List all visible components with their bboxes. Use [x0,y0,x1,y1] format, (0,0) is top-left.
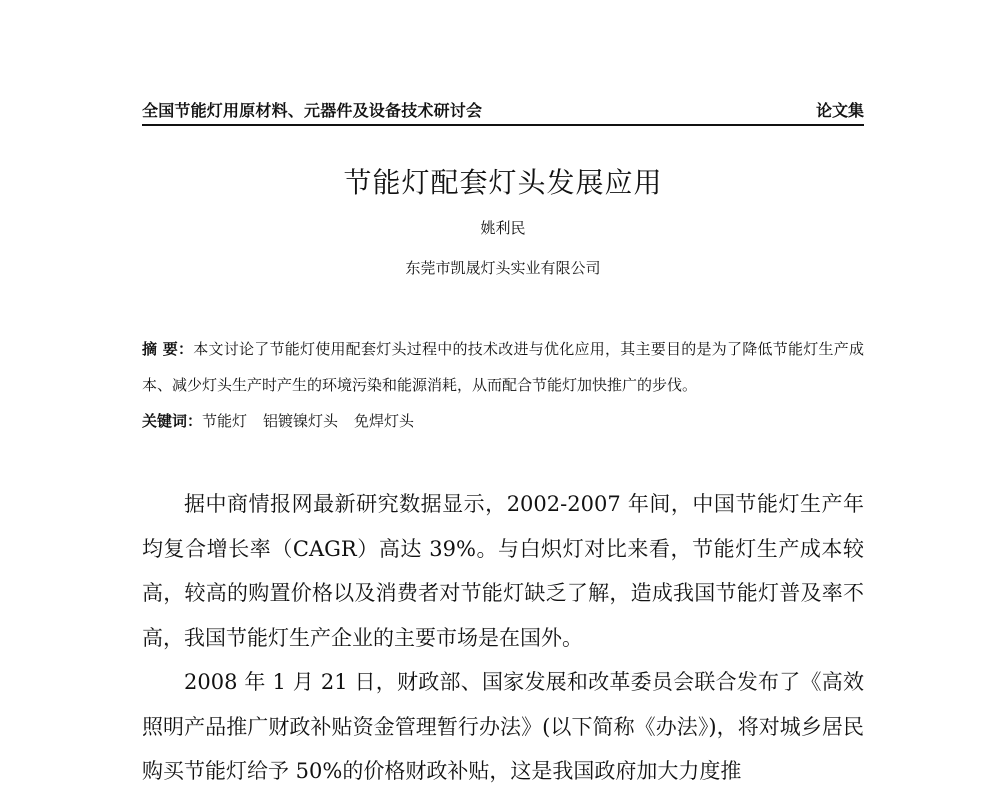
keyword: 免焊灯头 [354,412,415,430]
paper-title: 节能灯配套灯头发展应用 [343,166,663,199]
keywords-label: 关键词： [142,412,203,430]
body-text [142,482,864,794]
author-affiliation: 东莞市凯晟灯头实业有限公司 [405,259,601,277]
abstract-text: 本文讨论了节能灯使用配套灯头过程中的技术改进与优化应用，其主要目的是为了降低节能灯生产成本、减少灯头生产时产生的环境污染和能源消耗，从而配合节能灯加快推广的步伐。 [142,340,864,394]
keyword: 铝镀镍灯头 [263,412,339,430]
abstract-label: 摘 要： [142,340,194,358]
paper-author: 姚利民 [480,219,526,237]
header-collection-label: 论文集 [815,101,864,120]
keyword: 节能灯 [202,412,248,430]
header-conference-title: 全国节能灯用原材料、元器件及设备技术研讨会 [142,101,483,120]
body-paragraph: 据中商情报网最新研究数据显示，2002-2007 年间，中国节能灯生产年均复合增长率（CAGR）高达 39%。与白炽灯对比来看，节能灯生产成本较高，较高的购置价格以及消费者对节能灯缺乏了解，造成我国节能灯普及率不高，我国节能灯生产企业的主要市场是在国外。 [142,492,864,650]
running-header [142,100,864,126]
header-rule [142,124,864,126]
body-paragraph: 2008 年 1 月 21 日，财政部、国家发展和改革委员会联合发布了《高效照明产品推广财政补贴资金管理暂行办法》(以下简称《办法》)，将对城乡居民购买节能灯给予 50%的价格财政补贴，这是我国政府加大力度推 [142,670,864,783]
keywords [142,409,864,433]
abstract [142,331,864,403]
